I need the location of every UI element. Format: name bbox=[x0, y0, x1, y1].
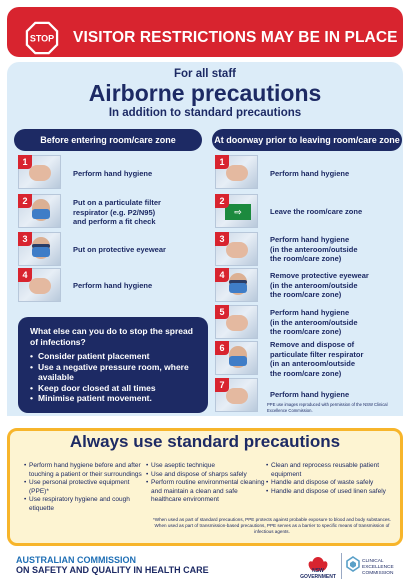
right-step-2 bbox=[215, 194, 403, 230]
step-text: Perform hand hygiene (in the anteroom/outside the room/care zone) bbox=[270, 308, 358, 336]
step-text: Perform hand hygiene (in the anteroom/outside the room/care zone) bbox=[270, 235, 358, 263]
left-step-4 bbox=[18, 268, 208, 304]
right-step-1 bbox=[215, 155, 403, 191]
right-step-3 bbox=[215, 232, 403, 268]
step-number: 3 bbox=[18, 232, 32, 246]
left-step-3 bbox=[18, 232, 208, 268]
step-text: Remove and dispose of particulate filter respirator (in an anteroom/outside the room/care zone) bbox=[270, 340, 364, 378]
step-text: Leave the room/care zone bbox=[270, 207, 363, 216]
list-item: • Consider patient placement bbox=[30, 351, 198, 362]
step-number: 2 bbox=[18, 194, 32, 208]
cec-label bbox=[362, 559, 394, 576]
step-number: 1 bbox=[18, 155, 32, 169]
step-text: Put on protective eyewear bbox=[73, 245, 166, 254]
before-leaving-header: At doorway prior to leaving room/care zone bbox=[212, 129, 402, 151]
before-entering-header: Before entering room/care zone bbox=[14, 129, 202, 151]
nsw-government-label: NSW GOVERNMENT bbox=[300, 568, 336, 580]
cec-line2: EXCELLENCE bbox=[362, 564, 394, 570]
step-number: 4 bbox=[18, 268, 32, 282]
audience-label: For all staff bbox=[174, 68, 236, 80]
list-item: • Use respiratory hygiene and cough etiquette bbox=[24, 496, 142, 513]
right-step-5 bbox=[215, 305, 403, 341]
left-step-2 bbox=[18, 194, 208, 230]
list-item: • Use personal protective equipment (PPE)* bbox=[24, 479, 142, 496]
step-number: 7 bbox=[215, 378, 229, 392]
list-item: • Keep door closed at all times bbox=[30, 383, 198, 394]
list-item: • Use and dispose of sharps safely bbox=[146, 471, 266, 480]
stop-sign-label: STOP bbox=[29, 33, 55, 44]
step-number: 1 bbox=[215, 155, 229, 169]
list-item: • Clean and reprocess reusable patient equipment bbox=[266, 462, 394, 479]
list-item: • Handle and dispose of waste safely bbox=[266, 479, 394, 488]
standard-list-col2 bbox=[146, 462, 266, 505]
step-text: Perform hand hygiene bbox=[73, 169, 153, 178]
step-text: Perform hand hygiene bbox=[73, 281, 153, 290]
step-text: Remove protective eyewear (in the anteroom/outside the room/care zone) bbox=[270, 271, 369, 299]
step-number: 3 bbox=[215, 232, 229, 246]
stop-sign-icon bbox=[24, 20, 60, 56]
list-item: • Minimise patient movement. bbox=[30, 393, 198, 404]
step-text: Put on a particulate filter respirator (e.g. P2/N95) and perform a fit check bbox=[73, 198, 161, 226]
list-item: • Perform routine environmental cleaning and maintain a clean and safe healthcare environment bbox=[146, 479, 266, 505]
step-number: 6 bbox=[215, 341, 229, 355]
what-else-list bbox=[30, 351, 198, 404]
list-item: • Perform hand hygiene before and after touching a patient or their surroundings bbox=[24, 462, 142, 479]
what-else-title: What else can you do to stop the spread of infections? bbox=[30, 326, 193, 347]
step-number: 2 bbox=[215, 194, 229, 208]
left-step-1 bbox=[18, 155, 208, 191]
list-item: • Handle and dispose of used linen safely bbox=[266, 488, 394, 497]
step-text: Perform hand hygiene bbox=[270, 390, 350, 399]
right-step-4 bbox=[215, 268, 403, 304]
cec-logo-icon bbox=[346, 556, 360, 572]
acsqhc-line1: AUSTRALIAN COMMISSION bbox=[16, 555, 136, 565]
page-title: Airborne precautions bbox=[88, 80, 322, 106]
list-item: • Use aseptic technique bbox=[146, 462, 266, 471]
cec-line1: CLINICAL bbox=[362, 559, 384, 564]
list-item: • Use a negative pressure room, where available bbox=[30, 362, 198, 383]
cec-line3: COMMISSION bbox=[362, 570, 394, 576]
step-text: Perform hand hygiene bbox=[270, 169, 350, 178]
standard-precautions-title: Always use standard precautions bbox=[69, 432, 341, 451]
step-number: 4 bbox=[215, 268, 229, 282]
ppe-footnote: *When used as part of standard precautions, PPE protects against probable exposure to blood and body substances. When used as part of transmission-based precautions, PPE serves as a barrier to specific means of transmission of infectious agents. bbox=[152, 517, 391, 534]
acsqhc-line2: ON SAFETY AND QUALITY IN HEALTH CARE bbox=[16, 565, 209, 575]
exit-sign-icon: ⇨ bbox=[215, 194, 258, 228]
standard-list-col1 bbox=[24, 462, 142, 514]
image-credit: PPE use images reproduced with permission of the NSW Clinical Excellence Commission. bbox=[267, 402, 388, 413]
standard-list-col3 bbox=[266, 462, 394, 496]
page-subtitle: In addition to standard precautions bbox=[108, 107, 302, 119]
footer-divider bbox=[341, 553, 342, 579]
banner-title: VISITOR RESTRICTIONS MAY BE IN PLACE bbox=[73, 29, 398, 46]
what-else-box bbox=[18, 317, 208, 413]
visitor-restrictions-banner bbox=[7, 7, 403, 57]
acsqhc-logo bbox=[16, 555, 209, 575]
step-number: 5 bbox=[215, 305, 229, 319]
right-step-6 bbox=[215, 341, 403, 377]
